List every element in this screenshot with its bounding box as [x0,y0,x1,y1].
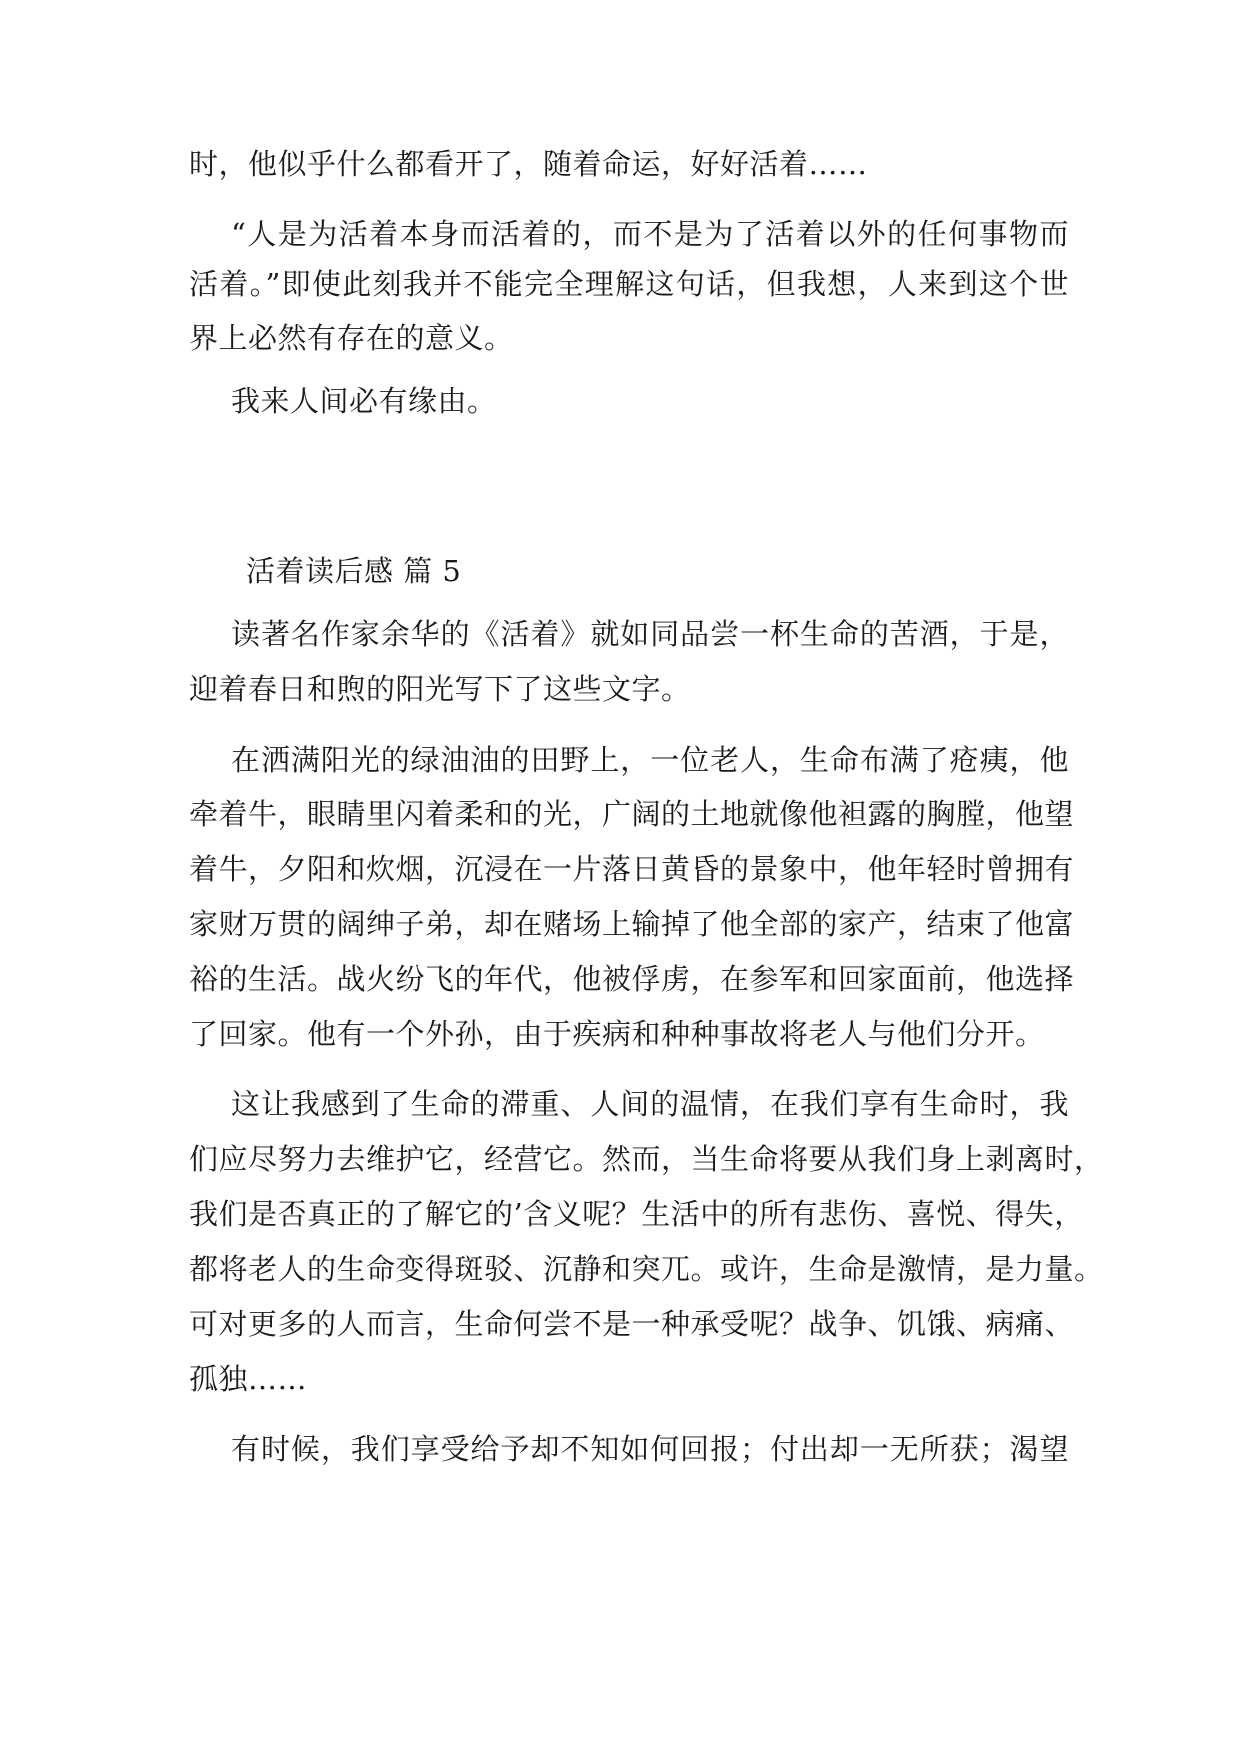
text-line: “人是为活着本身而活着的，而不是为了活着以外的任何事物而 [231,217,1069,251]
text-line: 迎着春日和煦的阳光写下了这些文字。 [189,672,691,706]
text-line: 孤独…… [189,1362,308,1396]
text-line: 界上必然有存在的意义。 [189,321,514,355]
text-line: 们应尽努力去维护它，经营它。然而，当生命将要从我们身上剥离时， [189,1142,1104,1176]
text-line: 我来人间必有缘由。 [231,384,497,418]
section-heading: 活着读后感 篇 5 [246,554,462,588]
text-line: 这让我感到了生命的滞重、人间的温情，在我们享有生命时，我 [231,1087,1069,1121]
text-line: 在洒满阳光的绿油油的田野上，一位老人，生命布满了疮痍，他 [231,743,1069,777]
text-line: 有时候，我们享受给予却不知如何回报；付出却一无所获；渴望 [231,1432,1069,1466]
text-line: 读著名作家余华的《活着》就如同品尝一杯生命的苦酒，于是， [231,617,1069,651]
text-line: 裕的生活。战火纷飞的年代，他被俘虏，在参军和回家面前，他选择 [189,962,1075,996]
text-line: 了回家。他有一个外孙，由于疾病和种种事故将老人与他们分开。 [189,1017,1045,1051]
text-line: 家财万贯的阔绅子弟，却在赌场上输掉了他全部的家产，结束了他富 [189,907,1075,941]
text-line: 牵着牛，眼睛里闪着柔和的光，广阔的土地就像他袒露的胸膛，他望 [189,797,1075,831]
text-line: 时，他似乎什么都看开了，随着命运，好好活着…… [189,147,868,181]
text-line: 都将老人的生命变得斑驳、沉静和突兀。或许，生命是激情，是力量。 [189,1252,1104,1286]
text-line: 可对更多的人而言，生命何尝不是一种承受呢？战争、饥饿、病痛、 [189,1307,1075,1341]
text-line: 活着。”即使此刻我并不能完全理解这句话，但我想，人来到这个世 [189,267,1069,301]
text-line: 着牛，夕阳和炊烟，沉浸在一片落日黄昏的景象中，他年轻时曾拥有 [189,852,1075,886]
text-line: 我们是否真正的了解它的’含义呢？生活中的所有悲伤、喜悦、得失， [189,1197,1084,1231]
